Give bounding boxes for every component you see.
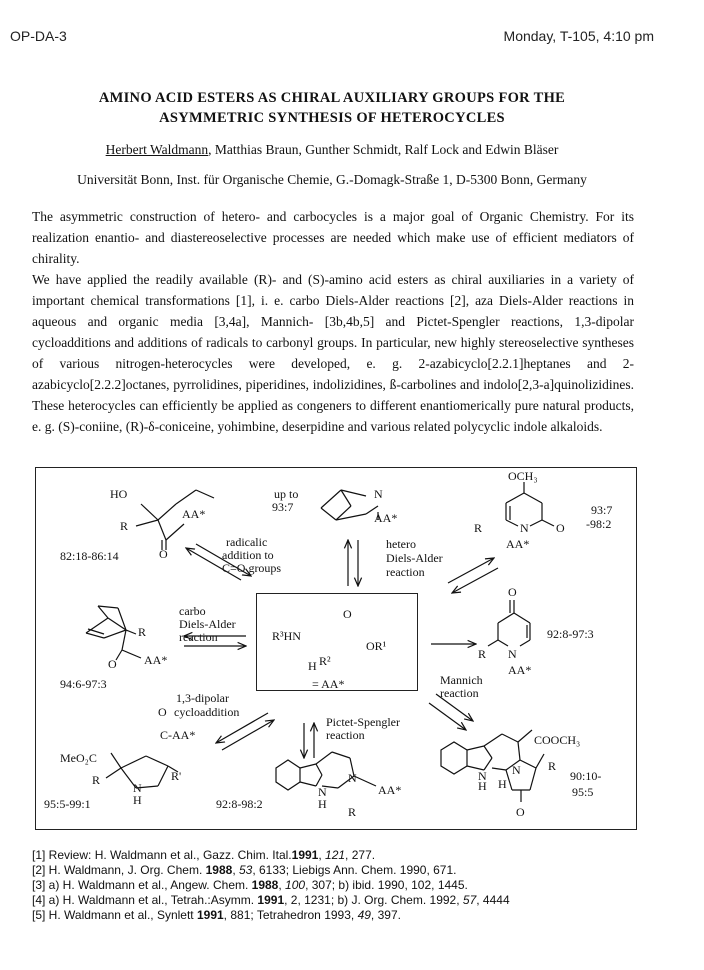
carbo-label-2: Diels-Alder [179, 617, 236, 631]
dipolar-meo2c: MeO₂C [60, 751, 97, 765]
dipolar-r2: R' [171, 769, 182, 783]
bond [321, 508, 336, 520]
dipolar-r: R [92, 773, 101, 787]
bond [196, 490, 214, 498]
bond [498, 640, 508, 646]
bond [524, 493, 542, 503]
bond [300, 782, 316, 786]
author-list [20, 142, 644, 158]
hetero-ratio-1: 93:7 [591, 503, 613, 517]
bond [542, 520, 554, 526]
carbo-ratio: 94:6-97:3 [60, 677, 107, 691]
bond [506, 493, 524, 503]
center-r3hn: R³HN [272, 629, 301, 643]
bond [484, 734, 502, 746]
pictet-aa: AA* [378, 783, 402, 797]
bond [88, 629, 104, 634]
paper-title [20, 88, 644, 128]
indole-benzene-ring [441, 742, 467, 774]
carbo-aa: AA* [144, 653, 168, 667]
pictet-h: H [318, 797, 327, 811]
carbo-r: R [138, 625, 147, 639]
pictet-ratio: 92:8-98:2 [216, 797, 263, 811]
center-r2: R² [319, 654, 331, 668]
co-authors: , Matthias Braun, Gunther Schmidt, Ralf Lock and Edwin Bläser [208, 142, 559, 157]
reference-item: [3] a) H. Waldmann et al., Angew. Chem. 1988, 100, 307; b) ibid. 1990, 102, 1445. [32, 878, 468, 892]
bond [122, 650, 141, 658]
reference-item: [2] H. Waldmann, J. Org. Chem. 1988, 53, 6133; Liebigs Ann. Chem. 1990, 671. [32, 863, 457, 877]
upto-label-2: 93:7 [272, 500, 294, 514]
reference-item: [1] Review: H. Waldmann et al., Gazz. Chim. Ital.1991, 121, 277. [32, 848, 376, 862]
indolo-ratio-1: 90:10- [570, 769, 602, 783]
bond [146, 756, 168, 766]
center-or1: OR¹ [366, 639, 387, 653]
dipolar-label-1: 1,3-dipolar [176, 691, 229, 705]
indolo-n: N [478, 769, 487, 783]
upto-aa: AA* [374, 511, 398, 525]
presenting-author: Herbert Waldmann [105, 142, 209, 157]
bond [467, 746, 484, 750]
bond [520, 640, 530, 646]
bond [506, 520, 518, 526]
indolo-ratio-2: 95:5 [572, 785, 594, 799]
hetero-aa: AA* [506, 537, 530, 551]
bond [520, 760, 536, 768]
radical-label-2: addition to [222, 548, 274, 562]
bond [136, 520, 158, 526]
pictet-label-1: Pictet-Spengler [326, 715, 400, 729]
bond [158, 520, 166, 540]
bond [104, 630, 126, 638]
bond [530, 768, 536, 790]
center-h: H [308, 659, 317, 673]
session-time: Monday, T-105, 4:10 pm [503, 28, 654, 44]
center-o: O [343, 607, 352, 621]
pictet-n2: N [348, 771, 357, 785]
hetero-n: N [520, 521, 529, 535]
bond [316, 764, 322, 775]
hetero-label-3: reaction [386, 565, 425, 579]
bond [300, 764, 316, 768]
arrow-to-indolo [429, 703, 466, 730]
hetero-ratio-2: -98:2 [586, 517, 612, 531]
bond [514, 613, 530, 623]
mannich-n: N [508, 647, 517, 661]
abstract-paragraph-2: We have applied the readily available (R)- and (S)-amino acid esters as chiral auxiliaries in a variety of important chemical transformations [1], i. e. carbo Diels-Alder reactions [2], aza Diels-Alder reactions in aqueous and organic media [3,4a], Mannich- [3b,4b,5] and Pictet-Spengler reactions, 1,3-dipolar cycloadditions and additions of radicals to carbonyl groups. In particular, new highly stereoselective syntheses of various nitrogen-heterocycles were developed, e. g. 2-azabicyclo[2.2.1]heptanes and 2-azabicyclo[2.2.2]octanes, pyrrolidines, piperidines, indolizidines, ß-carbolines and indolo[2,3-a]quinolizidines. These heterocycles can efficiently be applied as congeners to different enantiomerically pure natural products, e. g. (S)-coniine, (R)-δ-coniceine, yohimbine, deserpidine and various related polycyclic indole alkaloids. [32, 272, 634, 434]
hetero-r: R [474, 521, 483, 535]
session-code: OP-DA-3 [10, 28, 67, 44]
carbo-o: O [108, 657, 117, 671]
radical-label-3: C=O groups [222, 561, 282, 575]
bond [332, 752, 350, 758]
carbo-label-3: reaction [179, 630, 218, 644]
bond [316, 752, 332, 764]
hetero-label-2: Diels-Alder [386, 551, 443, 565]
mannich-aa: AA* [508, 663, 532, 677]
bond [354, 776, 376, 786]
dipolar-n: N [133, 781, 142, 795]
bond [158, 766, 168, 786]
bond [158, 504, 176, 520]
pictet-r: R [348, 805, 357, 819]
radical-ratio: 82:18-86:14 [60, 549, 119, 563]
bond [502, 734, 518, 742]
indolo-o: O [516, 805, 525, 819]
radical-label-1: radicalic [226, 535, 268, 549]
reference-item: [4] a) H. Waldmann et al., Tetrah.:Asymm. 1991, 2, 1231; b) J. Org. Chem. 1992, 57, 4444 [32, 893, 510, 907]
arrow-to-hetero [448, 558, 494, 583]
bond [484, 746, 492, 758]
radical-r: R [120, 519, 129, 533]
bond [492, 768, 506, 770]
bond [122, 630, 126, 650]
upto-label-1: up to [274, 487, 299, 501]
bond [166, 524, 184, 540]
dipolar-reagent-o: O [158, 705, 167, 719]
bond [498, 613, 514, 623]
indolo-cooch3: COOCH₃ [534, 733, 581, 747]
title-line-2: ASYMMETRIC SYNTHESIS OF HETEROCYCLES [159, 110, 505, 126]
bond [121, 756, 146, 768]
dipolar-label-2: cycloaddition [174, 705, 240, 719]
bond [488, 640, 498, 646]
indolo-h2: H [498, 777, 507, 791]
affiliation: Universität Bonn, Inst. für Organische Chemie, G.-Domagk-Straße 1, D-5300 Bonn, Germany [77, 172, 587, 187]
pictet-label-2: reaction [326, 728, 365, 742]
radical-aa: AA* [182, 507, 206, 521]
reference-item: [5] H. Waldmann et al., Synlett 1991, 881; Tetrahedron 1993, 49, 397. [32, 908, 401, 922]
dipolar-reagent: C-AA* [160, 728, 196, 742]
bond [336, 514, 366, 520]
bond [126, 630, 136, 634]
reaction-scheme [35, 467, 637, 830]
bond [518, 742, 520, 760]
indolo-n2: N [512, 763, 521, 777]
bond [176, 490, 196, 504]
mannich-r: R [478, 647, 487, 661]
indolo-r: R [548, 759, 557, 773]
carbo-label-1: carbo [179, 604, 206, 618]
bond [98, 606, 108, 618]
title-line-1: AMINO ACID ESTERS AS CHIRAL AUXILIARY GROUPS FOR THE [98, 90, 566, 106]
dipolar-ratio: 95:5-99:1 [44, 797, 91, 811]
bond [530, 520, 542, 526]
bond [98, 606, 118, 608]
reference-list [32, 848, 652, 923]
center-aa-def: = AA* [312, 677, 345, 691]
abstract-paragraph-1: The asymmetric construction of hetero- and carbocycles is a major goal of Organic Chemistry. For its realization enantio- and diastereoselective processes are needed which make use of efficient mediators of chirality. [32, 209, 634, 266]
hetero-och3: OCH₃ [508, 469, 538, 483]
bond [106, 768, 121, 778]
radical-o: O [159, 547, 168, 561]
dipolar-h: H [133, 793, 142, 807]
bond [536, 754, 544, 768]
bond [518, 730, 532, 742]
arrow-from-hetero [452, 568, 498, 593]
pictet-n: N [318, 785, 327, 799]
indolo-h: H [478, 779, 487, 793]
upto-n: N [374, 487, 383, 501]
benzene-ring [276, 760, 300, 790]
abstract [32, 206, 634, 437]
bond [321, 490, 341, 508]
radical-ho: HO [110, 487, 128, 501]
mannich-label-1: Mannich [440, 673, 483, 687]
mannich-label-2: reaction [440, 686, 479, 700]
bond [86, 618, 108, 633]
mannich-o: O [508, 585, 517, 599]
bond [141, 504, 158, 520]
bond [111, 753, 121, 768]
hetero-label-1: hetero [386, 537, 416, 551]
hetero-o: O [556, 521, 565, 535]
mannich-ratio: 92:8-97:3 [547, 627, 594, 641]
